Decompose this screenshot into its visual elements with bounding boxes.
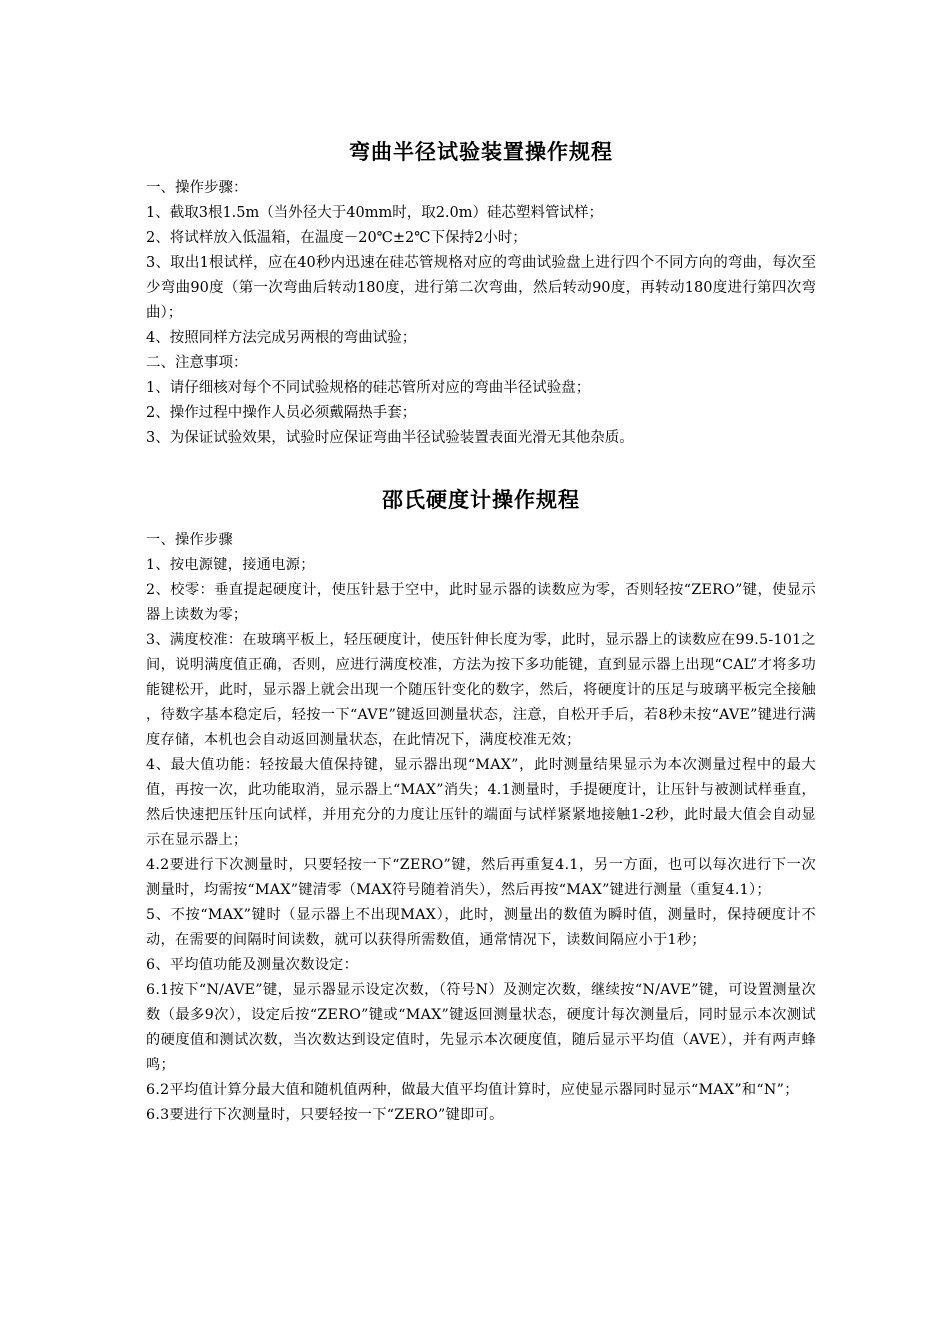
step-6-average: 6、平均值功能及测量次数设定：: [146, 957, 359, 973]
step-4-max: 4、最大值功能：轻按最大值保持键，显示器出现“MAX”，此时测量结果显示为本次测量过程中的最大值，再按一次，此功能取消，显示器上“MAX”消失；4.1测量时，手提硬度计，让压针与被测试样垂直，然后快速把压针压向试样，并用充分的力度让压针的端面与试样紧紧地接触1-2秒，此时最大值会自动显示在显示器上；: [146, 757, 816, 848]
note-1: 1、请仔细核对每个不同试验规格的硅芯管所对应的弯曲半径试验盘；: [146, 380, 591, 396]
step-2: 2、将试样放入低温箱，在温度－20℃±2℃下保持2小时；: [146, 230, 527, 246]
shore-hardness-procedure: [146, 484, 816, 1128]
step-5-instant: 5、不按“MAX”键时（显示器上不出现MAX），此时，测量出的数值为瞬时值，测量时，保持硬度计不动，在需要的间隔时间读数，就可以获得所需数值，通常情况下，读数间隔应小于1秒；: [146, 907, 816, 948]
section-heading-notes: 二、注意事项：: [146, 355, 248, 371]
step-1-power: 1、按电源键，接通电源；: [146, 557, 315, 573]
step-2-zero: 2、校零：垂直提起硬度计，使压针悬于空中，此时显示器的读数应为零，否则轻按“ZERO”键，使显示器上读数为零；: [146, 582, 816, 623]
step-3-calibration: 3、满度校准：在玻璃平板上，轻压硬度计，使压针伸长度为零，此时，显示器上的读数应在99.5-101之间，说明满度值正确，否则，应进行满度校准，方法为按下多功能键，直到显示器上出现“CAL”才将多功能键松开，此时，显示器上就会出现一个随压针变化的数字，然后，将硬度计的压足与玻璃平板完全接触 ，待数字基本稳定后，轻按一下“AVE”键返回测量状态，注意，自松开手后，若8秒未按“AVE”键进行满度存储，本机也会自动返回测量状态，在此情况下，满度校准无效；: [146, 632, 816, 748]
doc-title-shore-hardness: 邵氏硬度计操作规程: [382, 487, 580, 512]
step-6-1-set-count: 6.1按下“N/AVE”键，显示器显示设定次数，（符号N）及测定次数，继续按“N/AVE”键，可设置测量次数（最多9次），设定后按“ZERO”键或“MAX”键返回测量状态，硬度计每次测量后，同时显示本次测试的硬度值和测试次数，当次数达到设定值时，先显示本次硬度值，随后显示平均值（AVE），并有两声蜂鸣；: [146, 982, 816, 1073]
step-4-2-next-measure: 4.2要进行下次测量时，只要轻按一下“ZERO”键，然后再重复4.1，另一方面，也可以每次进行下一次测量时，均需按“MAX”键清零（MAX符号随着消失），然后再按“MAX”键进行测量（重复4.1）；: [146, 857, 816, 898]
step-4: 4、按照同样方法完成另两根的弯曲试验；: [146, 330, 417, 346]
bending-radius-procedure: [146, 136, 816, 451]
section-heading-steps: 一、操作步骤: [146, 532, 233, 548]
step-6-2-average-types: 6.2平均值计算分最大值和随机值两种，做最大值平均值计算时，应使显示器同时显示“MAX”和“N”；: [146, 1082, 799, 1098]
note-3: 3、为保证试验效果，试验时应保证弯曲半径试验装置表面光滑无其他杂质。: [146, 430, 634, 446]
note-2: 2、操作过程中操作人员必须戴隔热手套；: [146, 405, 417, 421]
doc-title-bending-radius: 弯曲半径试验装置操作规程: [349, 139, 613, 164]
section-heading-steps: 一、操作步骤：: [146, 180, 248, 196]
step-1: 1、截取3根1.5m（当外径大于40mm时，取2.0m）硅芯塑料管试样；: [146, 205, 604, 221]
step-3: 3、取出1根试样，应在40秒内迅速在硅芯管规格对应的弯曲试验盘上进行四个不同方向的弯曲，每次至少弯曲90度（第一次弯曲后转动180度，进行第二次弯曲，然后转动90度，再转动180度进行第四次弯曲）；: [146, 255, 816, 321]
step-6-3-next: 6.3要进行下次测量时，只要轻按一下“ZERO”键即可。: [146, 1107, 504, 1123]
